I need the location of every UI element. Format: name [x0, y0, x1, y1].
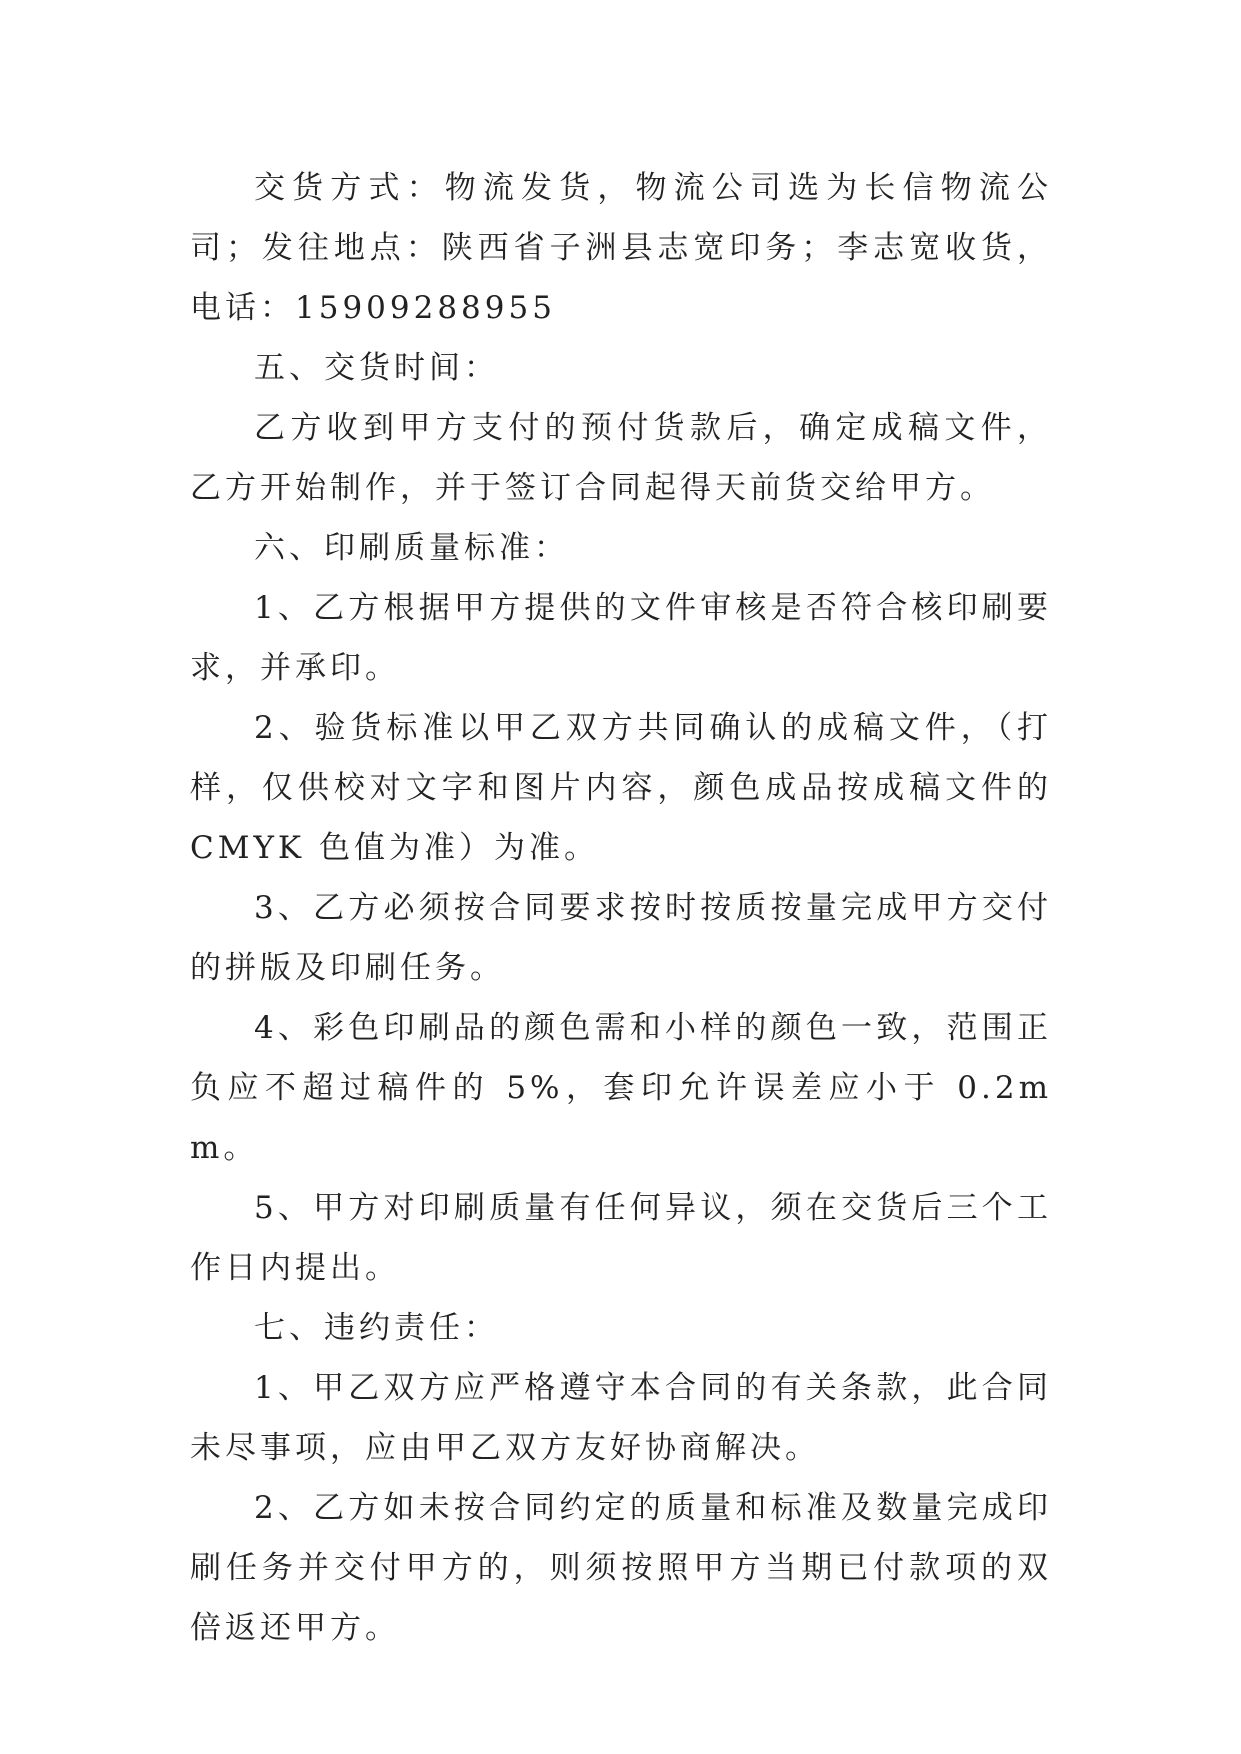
paragraph-quality-2: 2、验货标准以甲乙双方共同确认的成稿文件，（打样，仅供校对文字和图片内容，颜色成品按成稿文件的 CMYK 色值为准）为准。 [190, 710, 1052, 866]
paragraph-delivery-time: 乙方收到甲方支付的预付货款后，确定成稿文件，乙方开始制作，并于签订合同起得天前货交给甲方。 [190, 410, 1052, 506]
paragraph-quality-3: 3、乙方必须按合同要求按时按质按量完成甲方交付的拼版及印刷任务。 [190, 890, 1052, 986]
paragraph-delivery-method: 交货方式：物流发货，物流公司选为长信物流公司；发往地点：陕西省子洲县志宽印务；李志宽收货，电话：15909288955 [190, 170, 1052, 326]
heading-delivery-time: 五、交货时间： [254, 350, 499, 386]
paragraph-liability-1: 1、甲乙双方应严格遵守本合同的有关条款，此合同未尽事项，应由甲乙双方友好协商解决。 [190, 1370, 1052, 1466]
paragraph-quality-5: 5、甲方对印刷质量有任何异议，须在交货后三个工作日内提出。 [190, 1190, 1052, 1286]
paragraph-quality-4: 4、彩色印刷品的颜色需和小样的颜色一致，范围正负应不超过稿件的 5%，套印允许误差应小于 0.2mm。 [190, 1010, 1052, 1166]
contract-body [190, 158, 1052, 1658]
heading-breach-liability: 七、违约责任： [254, 1310, 499, 1346]
heading-print-quality: 六、印刷质量标准： [254, 530, 569, 566]
paragraph-liability-2: 2、乙方如未按合同约定的质量和标准及数量完成印刷任务并交付甲方的，则须按照甲方当期已付款项的双倍返还甲方。 [190, 1490, 1052, 1646]
paragraph-quality-1: 1、乙方根据甲方提供的文件审核是否符合核印刷要求，并承印。 [190, 590, 1052, 686]
